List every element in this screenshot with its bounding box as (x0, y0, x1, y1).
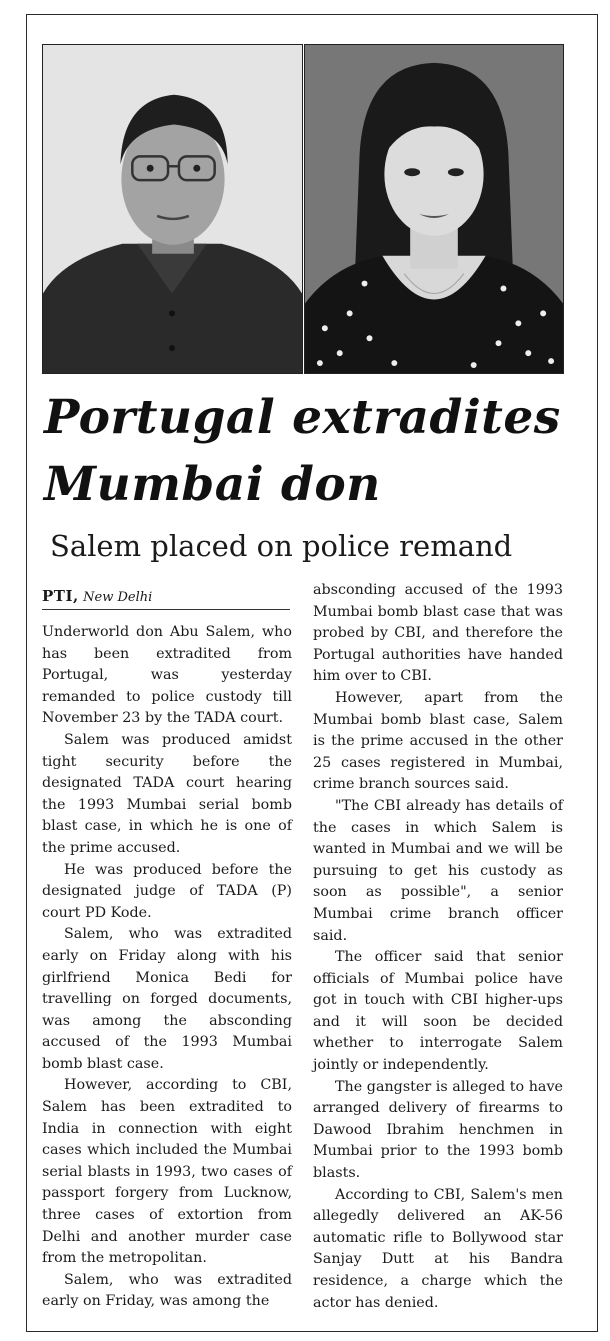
byline-agency: PTI, (42, 587, 79, 605)
paragraph: absconding accused of the 1993 Mumbai bomb blast case that was probed by CBI, and therefore the Portugal authorities have handed him over to CBI. (313, 582, 563, 685)
paragraph: Salem was produced amidst tight security before the designated TADA court hearing the 1993 Mumbai serial bomb blast case, in which he is one of the prime accused. (42, 731, 292, 856)
paragraph: Underworld don Abu Salem, who has been extradited from Portugal, was yesterday remanded to police custody till November 23 by the TADA court. (42, 624, 292, 727)
byline (42, 586, 152, 608)
byline-divider (42, 609, 290, 610)
paragraph: According to CBI, Salem's men allegedly delivered an AK-56 automatic rifle to Bollywood star Sanjay Dutt at his Bandra residence, a charge which the actor has denied. (313, 1186, 563, 1311)
paragraph: The officer said that senior officials of Mumbai police have got in touch with CBI higher-ups and it will soon be decided whether to interrogate Salem jointly or independently. (313, 949, 563, 1074)
headline-line-2: Mumbai don (44, 457, 381, 512)
paragraph: Salem, who was extradited early on Friday, was among the (42, 1271, 292, 1310)
photo-man (42, 44, 303, 374)
article-column-right (313, 580, 563, 1314)
photo-woman (304, 44, 564, 374)
woman-portrait-image (305, 45, 563, 373)
paragraph: However, apart from the Mumbai bomb blast case, Salem is the prime accused in the other 25 cases registered in Mumbai, crime branch sources said. (313, 689, 563, 793)
paragraph: Salem, who was extradited early on Friday along with his girlfriend Monica Bedi for travelling on forged documents, was among the absconding accused of the 1993 Mumbai bomb blast case. (42, 926, 292, 1072)
paragraph: However, according to CBI, Salem has been extradited to India in connection with eight cases which included the Mumbai serial blasts in 1993, two cases of passport forgery from Lucknow, three cases of extortion from Delhi and another murder case from the metropolitan. (42, 1077, 292, 1267)
subheadline: Salem placed on police remand (50, 529, 513, 563)
paragraph: The gangster is alleged to have arranged delivery of firearms to Dawood Ibrahim henchmen in Mumbai prior to the 1993 bomb blasts. (313, 1078, 563, 1182)
man-portrait-image (43, 45, 302, 373)
byline-place: New Delhi (83, 590, 153, 605)
headline (44, 384, 584, 518)
paragraph: He was produced before the designated judge of TADA (P) court PD Kode. (42, 861, 292, 921)
headline-line-1: Portugal extradites (44, 390, 561, 445)
article-column-left (42, 622, 292, 1313)
paragraph: "The CBI already has details of the cases in which Salem is wanted in Mumbai and we will be pursuing to get his custody as soon as possible", a senior Mumbai crime branch officer said. (313, 797, 563, 944)
